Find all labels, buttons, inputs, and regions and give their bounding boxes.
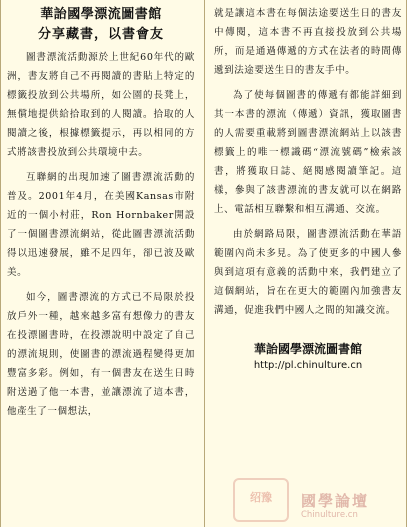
right-paragraph-2: 為了使每個圖書的傳遞有都能詳細到其一本書的漂流（傳遞）資訊，獲取圖書的人需要重載將到圖書漂流網站上以該書標籤上的唯一標識碼“漂流號碼”檢索該書，將獲取日誌、絕閱感閱讀筆記。這樣，參與了該書漂流的書友就可以在網路上、電話相互聯繫和相互溝通、交流。 [214, 90, 402, 215]
left-paragraph-3: 如今，圖書漂流的方式已不局限於投放戶外一種，越來越多富有想像力的書友在投漂圖書時，在投漂說明中設定了自己的漂流規則，使圖書的漂流過程變得更加豐富多彩。例如，有一個書友在送生日時附送過了他一本書，並讓漂流了這本書，他產生了一個想法， [7, 292, 195, 417]
left-paragraph-1: 圖書漂流活動源於上世紀60年代的歐洲，書友將自己不再閱讀的書貼上特定的標籤投放到公共場所，如公園的長凳上，無償地提供給拾取到的人閱讀。拾取的人閱讀之後，根據標籤提示，再以相同的方式將該書投放到公共環境中去。 [7, 52, 195, 158]
left-column [7, 4, 195, 524]
column-divider [204, 0, 205, 527]
right-paragraph-1: 就是讓這本書在每個法途要送生日的書友中傳閱，這本書不再直接投放到公共場所，而是通過傳遞的方式在法者的時間傳遞到法途要送生日的書友手中。 [214, 8, 402, 76]
watermark-brand: 國學論壇 [301, 492, 370, 510]
page-subtitle: 分享藏書，以書會友 [37, 27, 164, 42]
signature: 華詒國學漂流圖書館 [253, 342, 362, 356]
right-column [214, 4, 402, 524]
right-paragraph-3: 由於網路局限，圖書漂流活動在華語範圍內尚未多見。為了使更多的中國人參與到這項有意義的活動中來，我們建立了這個網站，旨在在更大的範圍內加強書友溝通，促進我們中國人之間的知識交流。 [214, 229, 402, 316]
left-paragraph-2: 互聯網的出現加速了圖書漂流活動的普及。2001年4月，在美國Kansas市附近的一個小村莊，Ron Hornbaker開設了一個圖書漂流網站，從此圖書漂流活動得以迅速發展，雖不足四年，卻已波及歐美。 [7, 172, 195, 278]
watermark-brand-sub: Chinulture.cn [301, 510, 358, 520]
page-title: 華詒國學漂流圖書館 [40, 7, 162, 22]
site-url[interactable]: http://pl.chinulture.cn [253, 360, 363, 371]
watermark-logo-icon: 绍豫 [233, 478, 289, 522]
